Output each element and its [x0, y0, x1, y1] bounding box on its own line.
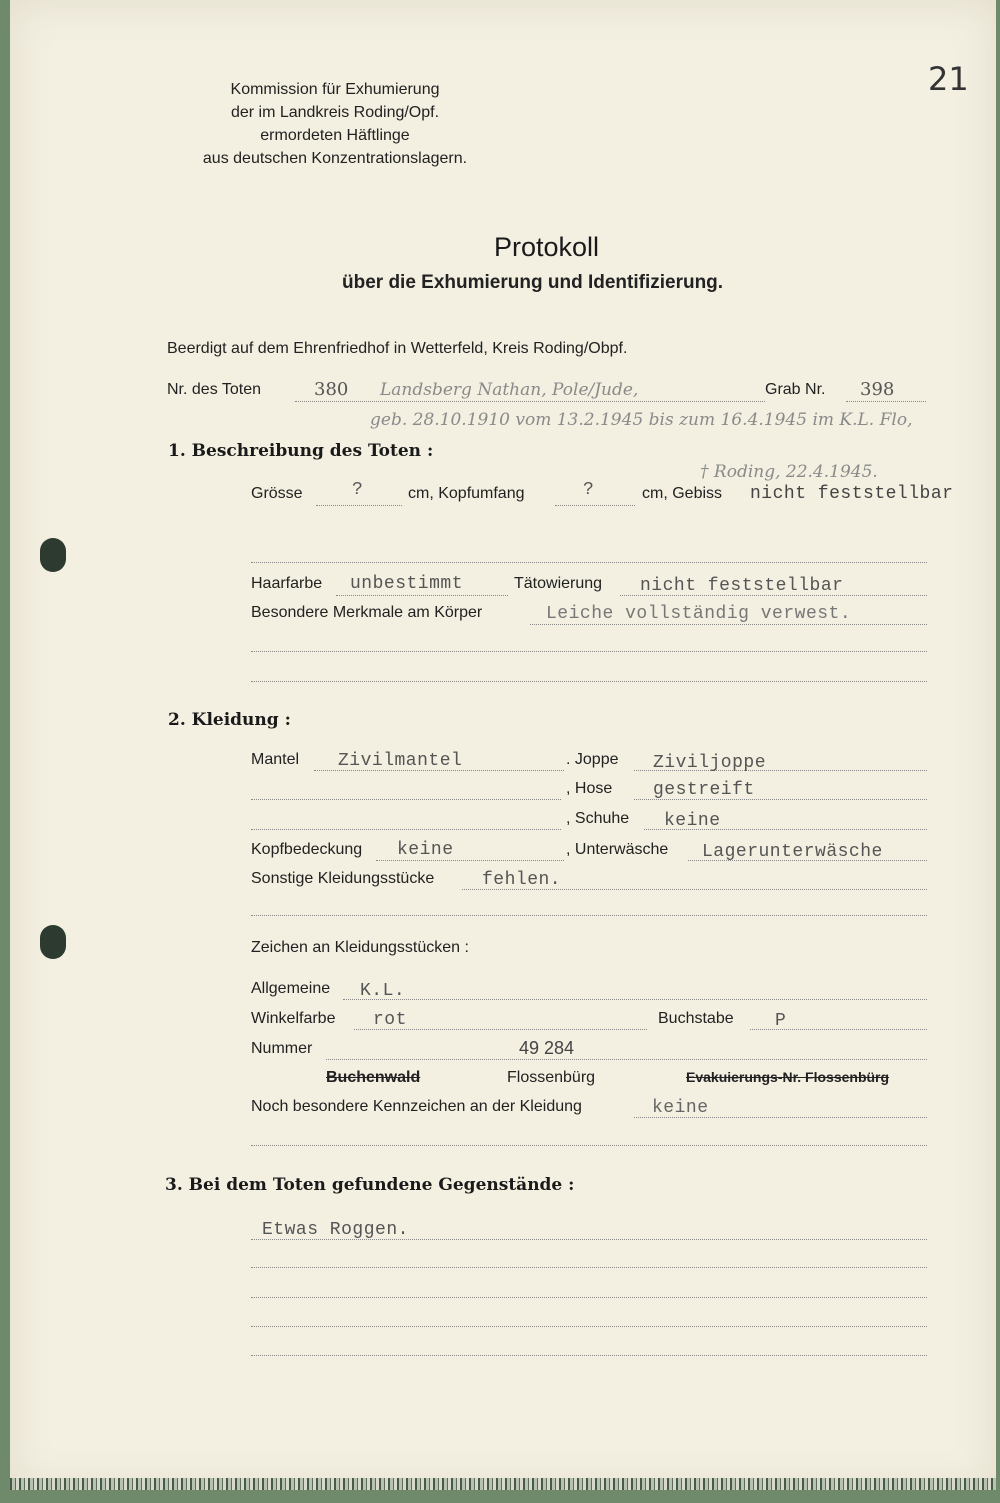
dotline-blank-5: [251, 1145, 927, 1146]
haarfarbe-label: Haarfarbe: [251, 575, 323, 592]
taetowierung-value: nicht feststellbar: [640, 576, 844, 596]
page-number: 21: [928, 60, 969, 98]
dotline-s3-3: [251, 1297, 927, 1298]
evakuierungs-nr: Evakuierungs-Nr. Flossenbürg: [686, 1069, 890, 1085]
nr-value: 380: [314, 379, 349, 400]
grab-dotline: [846, 401, 926, 402]
dotline-s3-4: [251, 1326, 927, 1327]
camp-buchenwald: Buchenwald: [326, 1069, 421, 1086]
groesse-label: Grösse: [251, 485, 303, 502]
dotline-blank-4: [251, 915, 927, 916]
dotline-s3-1: [251, 1239, 927, 1240]
scan-edge-strip: [10, 1478, 996, 1490]
haar-dotline: [336, 595, 508, 596]
merkmale-label: Besondere Merkmale am Körper: [251, 604, 483, 621]
schuhe-left-dotline: [251, 829, 561, 830]
camp-flossenbuerg: Flossenbürg: [507, 1069, 596, 1086]
nummer-label: Nummer: [251, 1040, 313, 1057]
mantel-value: Zivilmantel: [338, 751, 463, 771]
joppe-label: . Joppe: [566, 751, 619, 768]
haarfarbe-value: unbestimmt: [350, 574, 464, 594]
dotline-s3-5: [251, 1355, 927, 1356]
nr-dotline: [295, 401, 765, 402]
allgemeine-value: K.L.: [360, 981, 406, 1001]
punch-hole-top: [40, 538, 66, 572]
nummer-value: 49 284: [519, 1038, 575, 1058]
schuhe-label: , Schuhe: [566, 810, 630, 827]
document-page: [10, 0, 996, 1490]
header-line-3: ermordeten Häftlinge: [260, 127, 410, 144]
joppe-value: Ziviljoppe: [653, 753, 767, 773]
winkelfarbe-label: Winkelfarbe: [251, 1010, 336, 1027]
unterwaesche-label: , Unterwäsche: [566, 841, 669, 858]
birth-handwritten: geb. 28.10.1910 vom 13.2.1945 bis zum 16.4.1945 im K.L. Flo,: [370, 410, 913, 430]
section1-title: 1. Beschreibung des Toten :: [168, 441, 434, 461]
kopfbedeckung-label: Kopfbedeckung: [251, 841, 363, 858]
header-line-4: aus deutschen Konzentrationslagern.: [202, 150, 468, 167]
sonstige-value: fehlen.: [482, 870, 562, 890]
noch-label: Noch besondere Kennzeichen an der Kleidung: [251, 1098, 582, 1115]
cm-kopfumfang-label: cm, Kopfumfang: [408, 485, 525, 502]
kopfumfang-value: ?: [583, 480, 595, 500]
dotline-blank-2: [251, 651, 927, 652]
nummer-dotline: [326, 1059, 927, 1060]
header-line-1: Kommission für Exhumierung: [230, 81, 440, 98]
commission-header: [180, 78, 490, 170]
merk-dotline: [530, 624, 927, 625]
kopf-dotline: [555, 505, 635, 506]
cm-gebiss-label: cm, Gebiss: [642, 485, 723, 502]
death-handwritten: † Roding, 22.4.1945.: [700, 462, 878, 482]
header-line-2: der im Landkreis Roding/Opf.: [230, 104, 440, 121]
sonstige-label: Sonstige Kleidungsstücke: [251, 870, 435, 887]
noch-value: keine: [652, 1098, 709, 1118]
kopfbedeckung-value: keine: [397, 840, 454, 860]
zeichen-label: Zeichen an Kleidungsstücken :: [251, 939, 469, 956]
grab-value: 398: [860, 379, 895, 400]
hose-left-dotline: [251, 799, 561, 800]
nr-label: Nr. des Toten: [167, 381, 261, 398]
hose-label: , Hose: [566, 780, 613, 797]
dotline-s3-2: [251, 1267, 927, 1268]
hose-value: gestreift: [653, 780, 755, 800]
buchstabe-value: P: [775, 1011, 787, 1031]
dotline-blank-3: [251, 681, 927, 682]
winkelfarbe-value: rot: [373, 1010, 407, 1030]
kopfbedeckung-dotline: [376, 860, 564, 861]
unterwaesche-value: Lagerunterwäsche: [702, 842, 883, 862]
taetowierung-label: Tätowierung: [514, 575, 603, 592]
merkmale-value: Leiche vollständig verwest.: [546, 604, 852, 624]
punch-hole-bottom: [40, 925, 66, 959]
groesse-dotline: [316, 505, 402, 506]
section3-title: 3. Bei dem Toten gefundene Gegenstände :: [165, 1175, 575, 1195]
section2-title: 2. Kleidung :: [168, 710, 291, 730]
schuhe-value: keine: [664, 811, 721, 831]
groesse-value: ?: [352, 480, 364, 500]
name-handwritten: Landsberg Nathan, Pole/Jude,: [380, 380, 639, 400]
dotline-blank-1: [251, 562, 927, 563]
grab-label: Grab Nr.: [765, 381, 826, 398]
document-title: Protokoll: [494, 232, 600, 262]
section3-value: Etwas Roggen.: [262, 1220, 409, 1240]
mantel-label: Mantel: [251, 751, 300, 768]
gebiss-value: nicht feststellbar: [750, 484, 954, 504]
document-subtitle: über die Exhumierung und Identifizierung.: [342, 272, 724, 293]
allgemeine-label: Allgemeine: [251, 980, 331, 997]
burial-place: Beerdigt auf dem Ehrenfriedhof in Wetterfeld, Kreis Roding/Obpf.: [167, 340, 628, 357]
allgemeine-dotline: [343, 999, 927, 1000]
buchstabe-label: Buchstabe: [658, 1010, 734, 1027]
